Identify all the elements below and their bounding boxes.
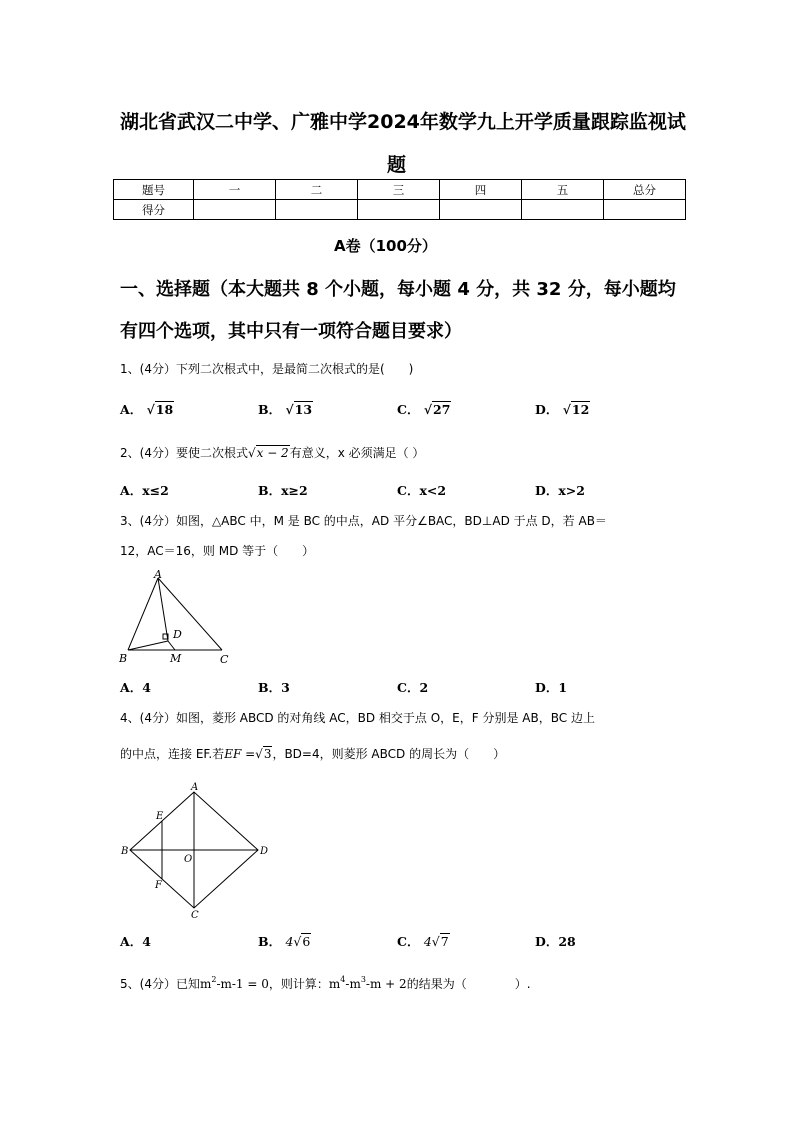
question-2-stem (120, 444, 424, 461)
label-a: A (154, 570, 162, 581)
label-d: D (173, 628, 182, 641)
math-term: m (328, 977, 341, 991)
option-label: D． (535, 402, 559, 417)
radicand: 13 (294, 402, 313, 417)
option-label: C． (397, 934, 420, 949)
table-cell[interactable] (522, 200, 604, 220)
label-o: O (184, 854, 193, 865)
coefficient: 4 (423, 934, 432, 949)
table-cell: 四 (440, 180, 522, 200)
table-cell[interactable] (358, 200, 440, 220)
q3-option-a[interactable]: A．4 (120, 680, 151, 695)
radical: √6 (293, 934, 311, 949)
q1-option-b[interactable] (258, 400, 313, 418)
question-4-stem-line2 (120, 745, 505, 762)
math-expression (200, 977, 269, 991)
exponent: 3 (360, 975, 366, 984)
stem-text: ，则计算： (268, 977, 329, 991)
table-row (114, 180, 686, 200)
label-f: F (155, 880, 162, 891)
table-cell: 三 (358, 180, 440, 200)
math-expression (329, 977, 407, 991)
q4-option-c[interactable] (397, 932, 450, 950)
radicand: 27 (433, 402, 451, 417)
radicand: 7 (440, 934, 449, 949)
stem-text: ，BD=4，则菱形 ABCD 的周长为（ ） (272, 747, 506, 761)
radicand: 6 (302, 934, 311, 949)
q2-option-b[interactable]: B．x≥2 (258, 483, 308, 498)
q3-option-d[interactable]: D．1 (535, 680, 568, 695)
score-table (113, 179, 686, 220)
label-e: E (156, 811, 164, 822)
radical: √3 (255, 747, 272, 761)
q2-option-d[interactable]: D．x>2 (535, 483, 585, 498)
table-cell: 总分 (604, 180, 686, 200)
question-4-stem: 4、(4分）如图，菱形 ABCD 的对角线 AC，BD 相交于点 O，E，F 分别是 AB，BC 边上 (120, 711, 595, 725)
side-ab (128, 578, 158, 650)
table-cell: 题号 (114, 180, 194, 200)
exponent: 2 (211, 975, 217, 984)
stem-text: 2、(4分）要使二次根式 (120, 446, 248, 460)
math-expression: EF = (224, 747, 256, 761)
math-term: -m (345, 977, 361, 991)
q4-option-a[interactable]: A．4 (120, 934, 151, 949)
question-5-stem (120, 975, 531, 992)
table-cell: 一 (194, 180, 276, 200)
math-term: m (199, 977, 212, 991)
label-c: C (220, 653, 229, 666)
segment-dm (168, 641, 175, 650)
q4-option-d[interactable]: D．28 (535, 934, 576, 949)
q1-option-a[interactable] (120, 400, 174, 418)
label-b: B (121, 846, 129, 857)
stem-text: 5、(4分）已知 (120, 977, 200, 991)
table-cell: 得分 (114, 200, 194, 220)
table-cell[interactable] (276, 200, 358, 220)
section-heading: 一、选择题（本大题共 8 个小题，每小题 4 分，共 32 分，每小题均 (120, 279, 676, 300)
question-1-stem: 1、(4分）下列二次根式中，是最简二次根式的是( ) (120, 362, 414, 376)
q2-option-c[interactable]: C．x<2 (397, 483, 447, 498)
radicand: x − 2 (256, 446, 289, 460)
stem-text: 的中点，连接 EF.若 (120, 747, 225, 761)
rhombus-figure (118, 780, 278, 920)
segment-bd (128, 641, 168, 650)
table-cell: 五 (522, 180, 604, 200)
radical: √13 (285, 402, 313, 417)
table-cell[interactable] (604, 200, 686, 220)
radical: √12 (562, 402, 590, 417)
table-cell: 二 (276, 180, 358, 200)
paper-a-heading: A卷（100分） (334, 237, 437, 255)
radical: √7 (431, 934, 449, 949)
option-label: C． (397, 402, 420, 417)
q1-option-c[interactable] (397, 400, 451, 418)
radicand: 18 (155, 402, 174, 417)
option-label: A． (120, 402, 143, 417)
label-a: A (191, 782, 199, 793)
label-b: B (119, 652, 128, 665)
q3-option-b[interactable]: B．3 (258, 680, 290, 695)
radical: √x − 2 (247, 446, 289, 460)
exponent: 4 (340, 975, 346, 984)
stem-text: 有意义，x 必须满足（ ） (289, 446, 425, 460)
question-3-stem-line2: 12，AC＝16，则 MD 等于（ ） (120, 544, 315, 558)
stem-text: 的结果为（ ）. (406, 977, 531, 991)
math-term: -m + 2 (365, 977, 407, 991)
radical: √18 (146, 402, 174, 417)
label-d: D (260, 846, 269, 857)
question-3-stem: 3、(4分）如图，△ABC 中，M 是 BC 的中点，AD 平分∠BAC，BD⊥AD 于点 D，若 AB＝ (120, 514, 607, 528)
table-row (114, 200, 686, 220)
label-m: M (170, 652, 182, 665)
table-cell[interactable] (440, 200, 522, 220)
coefficient: 4 (285, 934, 294, 949)
option-label: B． (258, 934, 282, 949)
radicand: 12 (571, 402, 590, 417)
q4-option-b[interactable] (258, 932, 311, 950)
radicand: 3 (263, 747, 272, 761)
math-term: -m-1 = 0 (216, 977, 269, 991)
page-title-line2: 题 (387, 154, 407, 176)
table-cell[interactable] (194, 200, 276, 220)
q3-option-c[interactable]: C．2 (397, 680, 429, 695)
section-heading-line2: 有四个选项，其中只有一项符合题目要求） (120, 321, 462, 342)
radical: √27 (423, 402, 451, 417)
label-c: C (191, 910, 199, 920)
page-title: 湖北省武汉二中学、广雅中学2024年数学九上开学质量跟踪监视试 (120, 111, 686, 133)
q2-option-a[interactable]: A．x≤2 (120, 483, 169, 498)
q1-option-d[interactable] (535, 400, 590, 418)
triangle-figure (118, 570, 238, 666)
option-label: B． (258, 402, 282, 417)
